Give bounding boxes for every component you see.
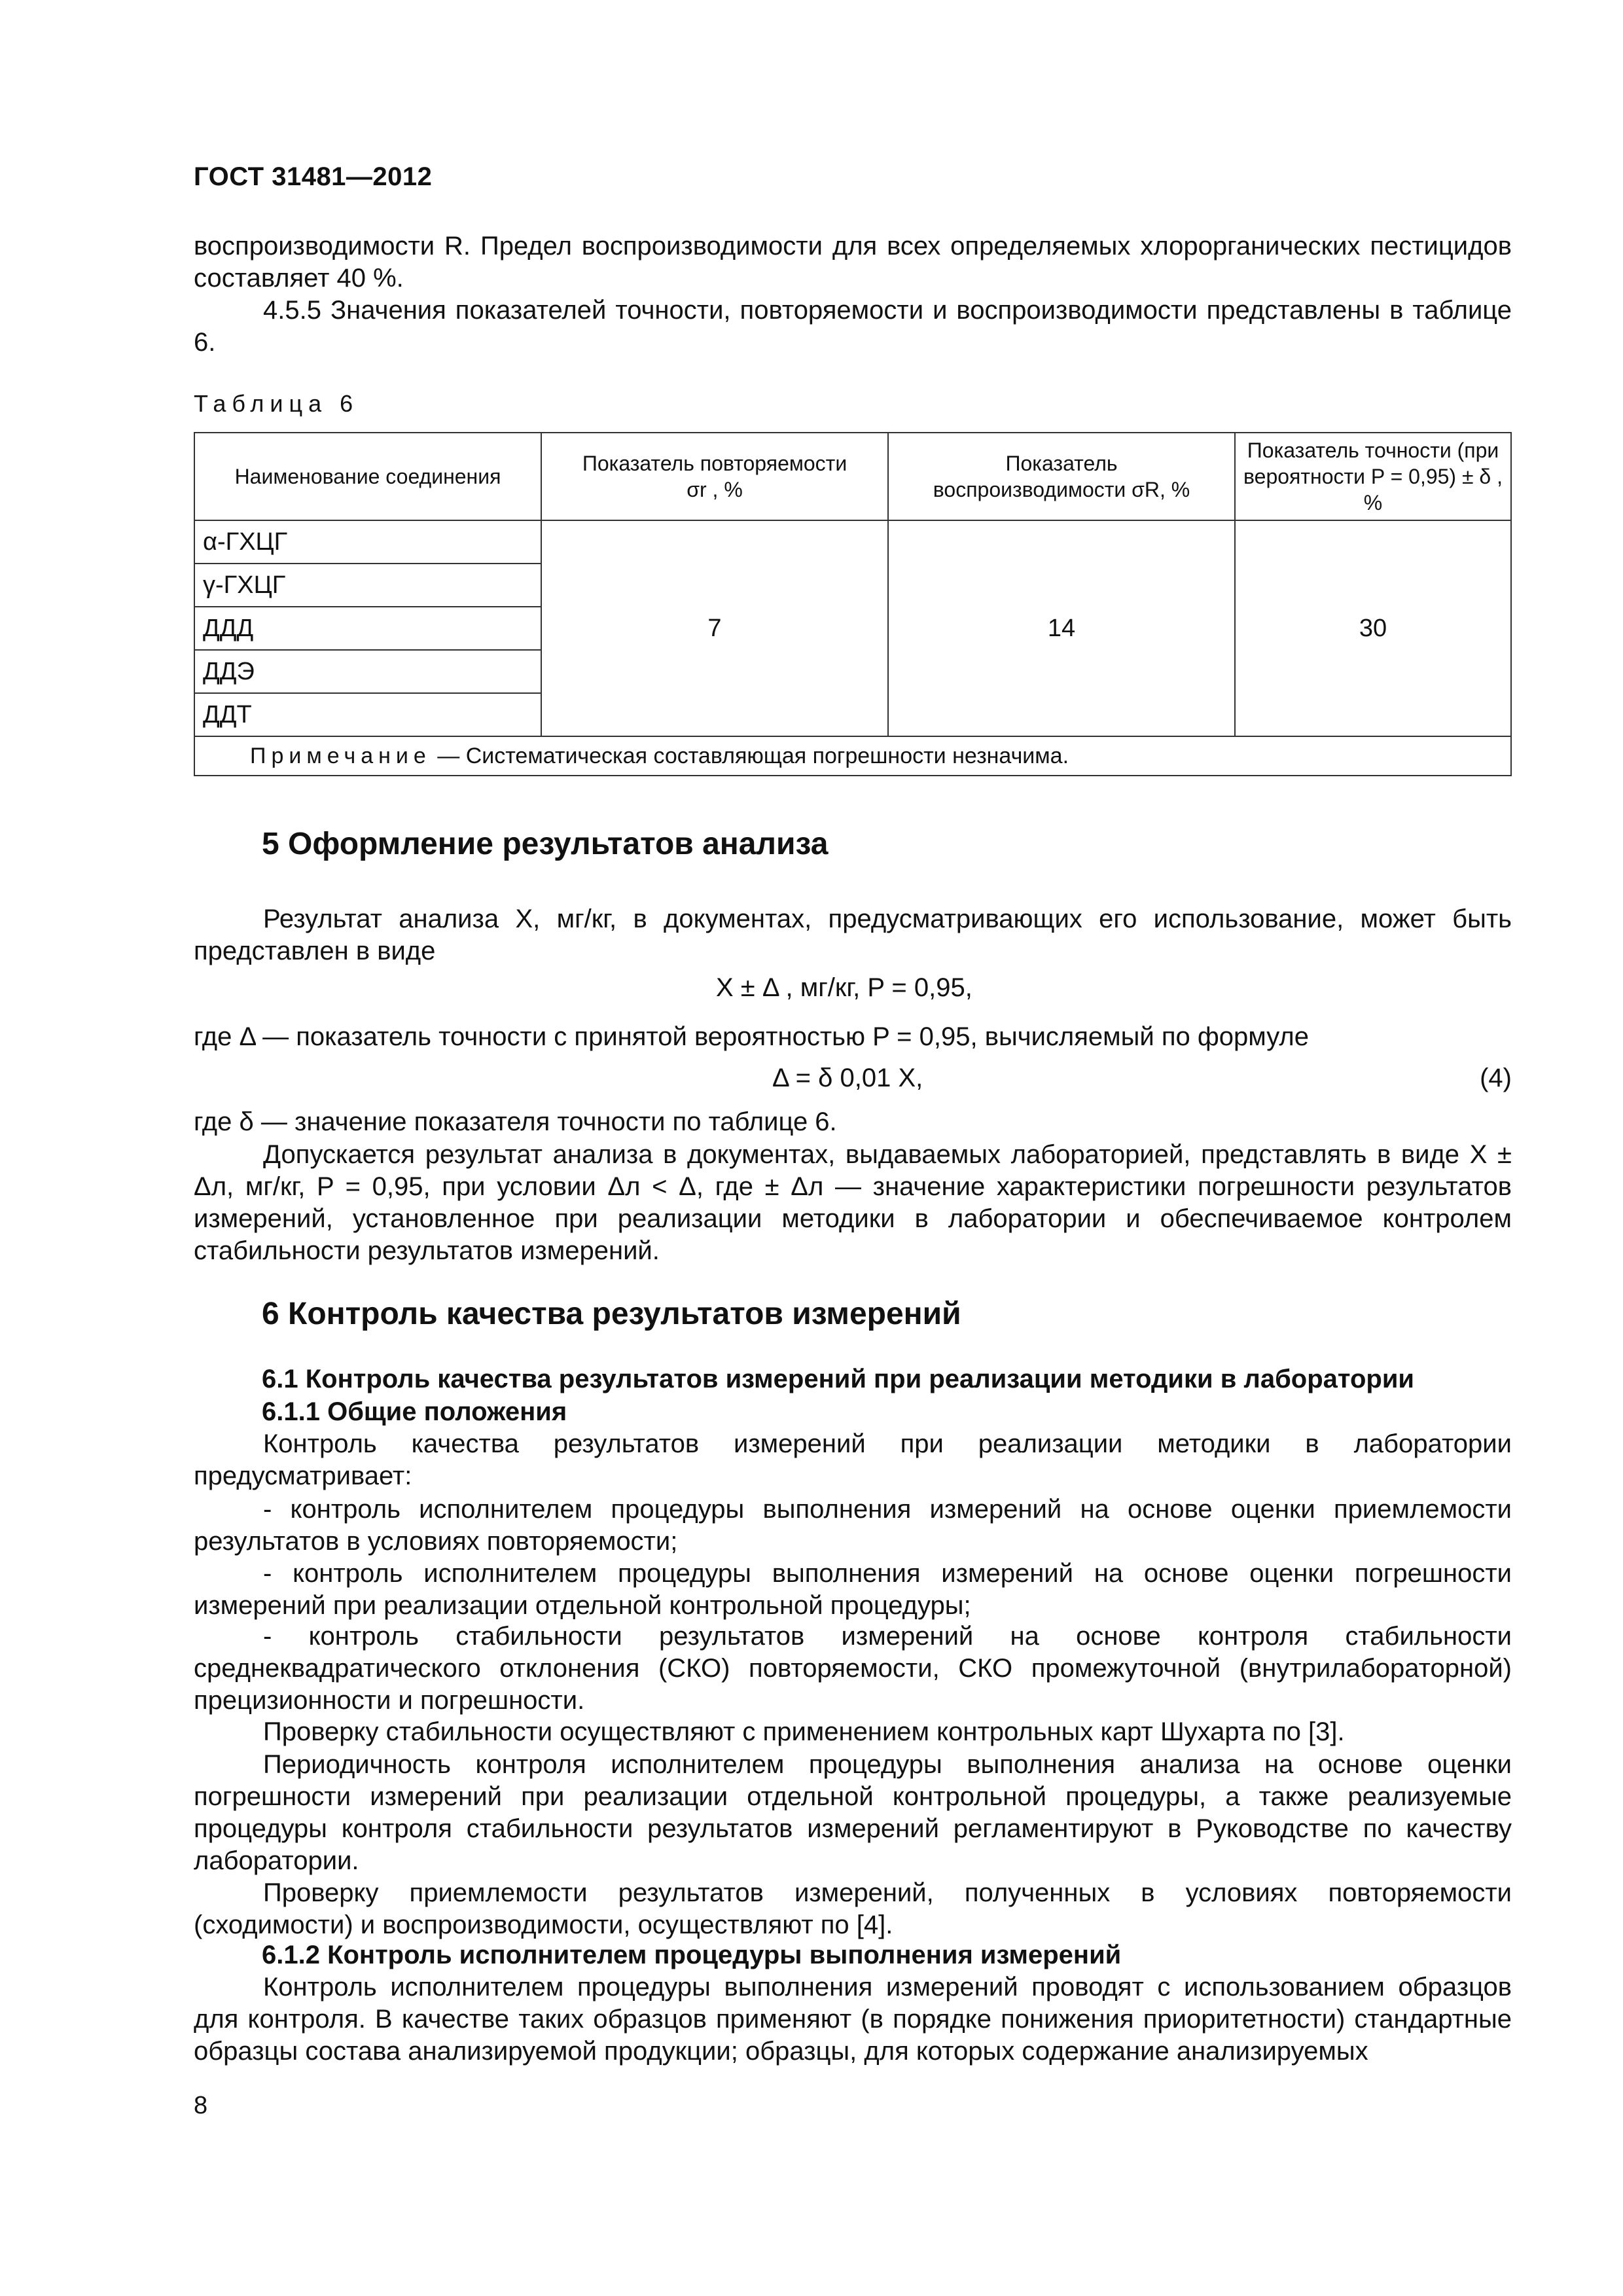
section-6-bullet-2: - контроль исполнителем процедуры выполнения измерений на основе оценки погрешности измерений при реализации отдельной контрольной процедуры;: [194, 1559, 1512, 1620]
intro-paragraph-1: воспроизводимости R. Предел воспроизводимости для всех определяемых хлорорганических пестицидов составляет 40 %.: [194, 232, 1512, 293]
section-6-paragraph-4: Проверку приемлемости результатов измерений, полученных в условиях повторяемости (сходимости) и воспроизводимости, осуществляют по [4].: [194, 1878, 1512, 1939]
subsection-6-1-1-title: 6.1.1 Общие положения: [262, 1397, 567, 1426]
header-reproducibility: [888, 433, 1235, 520]
table-caption: Таблица 6: [194, 390, 359, 417]
compound-cell: ДДД: [194, 607, 541, 650]
subsection-6-1-title: 6.1 Контроль качества результатов измерений при реализации методики в лаборатории: [262, 1365, 1414, 1393]
section-5-paragraph-1: Результат анализа X, мг/кг, в документах, предусматривающих его использование, может быть представлен в виде: [194, 905, 1512, 965]
section-5-paragraph-2: где Δ — показатель точности с принятой вероятностью P = 0,95, вычисляемый по формуле: [194, 1022, 1309, 1051]
compound-cell: ДДТ: [194, 693, 541, 736]
section-5-title: 5 Оформление результатов анализа: [262, 827, 829, 861]
section-5-paragraph-4: Допускается результат анализа в документах, выдаваемых лабораторией, представлять в виде X ± Δл, мг/кг, P = 0,95, при условии Δл < Δ, где ± Δл — значение характеристики погрешности результатов измерений, установленное при реализации методики в лаборатории и обеспечиваемое контролем стабильности результатов измерений.: [194, 1140, 1512, 1265]
section-6-bullet-1: - контроль исполнителем процедуры выполнения измерений на основе оценки приемлемости результатов в условиях повторяемости;: [194, 1495, 1512, 1556]
header-repeatability-line2: σr , %: [687, 478, 743, 501]
section-6-bullet-3: - контроль стабильности результатов измерений на основе контроля стабильности среднеквадратического отклонения (СКО) повторяемости, СКО промежуточной (внутрилабораторной) прецизионности и погрешности.: [194, 1622, 1512, 1715]
header-reproducibility-line1: Показатель: [1005, 452, 1118, 475]
header-accuracy: [1235, 433, 1511, 520]
section-6-paragraph-5: Контроль исполнителем процедуры выполнения измерений проводят с использованием образцов для контроля. В качестве таких образцов применяют (в порядке понижения приоритетности) стандартные образцы состава анализируемой продукции; образцы, для которых содержание анализируемых: [194, 1973, 1512, 2066]
table-6: [194, 432, 1512, 776]
header-repeatability-line1: Показатель повторяемости: [582, 452, 847, 475]
header-reproducibility-line2: воспроизводимости σR, %: [933, 478, 1190, 501]
section-5-paragraph-3: где δ — значение показателя точности по таблице 6.: [194, 1107, 837, 1136]
section-6-paragraph-2: Проверку стабильности осуществляют с применением контрольных карт Шухарта по [3].: [263, 1717, 1345, 1746]
section-6-paragraph-1: Контроль качества результатов измерений при реализации методики в лаборатории предусматривает:: [194, 1429, 1512, 1490]
compound-cell: α-ГХЦГ: [194, 520, 541, 564]
section-6-title: 6 Контроль качества результатов измерений: [262, 1297, 961, 1331]
table-note: [194, 736, 1511, 776]
formula-result: X ± Δ , мг/кг, P = 0,95,: [716, 973, 972, 1002]
header-accuracy-line1: Показатель точности (при: [1247, 439, 1499, 462]
repeatability-value: 7: [541, 520, 888, 736]
formula-4-number: (4): [1480, 1064, 1512, 1092]
intro-paragraph-2: 4.5.5 Значения показателей точности, повторяемости и воспроизводимости представлены в таблице 6.: [194, 296, 1512, 357]
header-repeatability: [541, 433, 888, 520]
compound-cell: ДДЭ: [194, 650, 541, 693]
reproducibility-value: 14: [888, 520, 1235, 736]
header-compound-name: Наименование соединения: [194, 433, 541, 520]
header-accuracy-line2: вероятности P = 0,95) ± δ , %: [1243, 465, 1503, 514]
formula-4: Δ = δ 0,01 X,: [772, 1064, 923, 1092]
accuracy-value: 30: [1235, 520, 1511, 736]
note-label: Примечание: [250, 743, 431, 768]
section-6-paragraph-3: Периодичность контроля исполнителем процедуры выполнения анализа на основе оценки погрешности измерений при реализации отдельной контрольной процедуры, а также реализуемые процедуры контроля стабильности результатов измерений регламентируют в Руководстве по качеству лаборатории.: [194, 1750, 1512, 1875]
subsection-6-1-2-title: 6.1.2 Контроль исполнителем процедуры выполнения измерений: [262, 1941, 1122, 1969]
note-text: — Систематическая составляющая погрешности незначима.: [431, 743, 1069, 768]
compound-cell: γ-ГХЦГ: [194, 564, 541, 607]
document-code-header: ГОСТ 31481—2012: [194, 162, 433, 191]
page-number: 8: [194, 2092, 208, 2119]
